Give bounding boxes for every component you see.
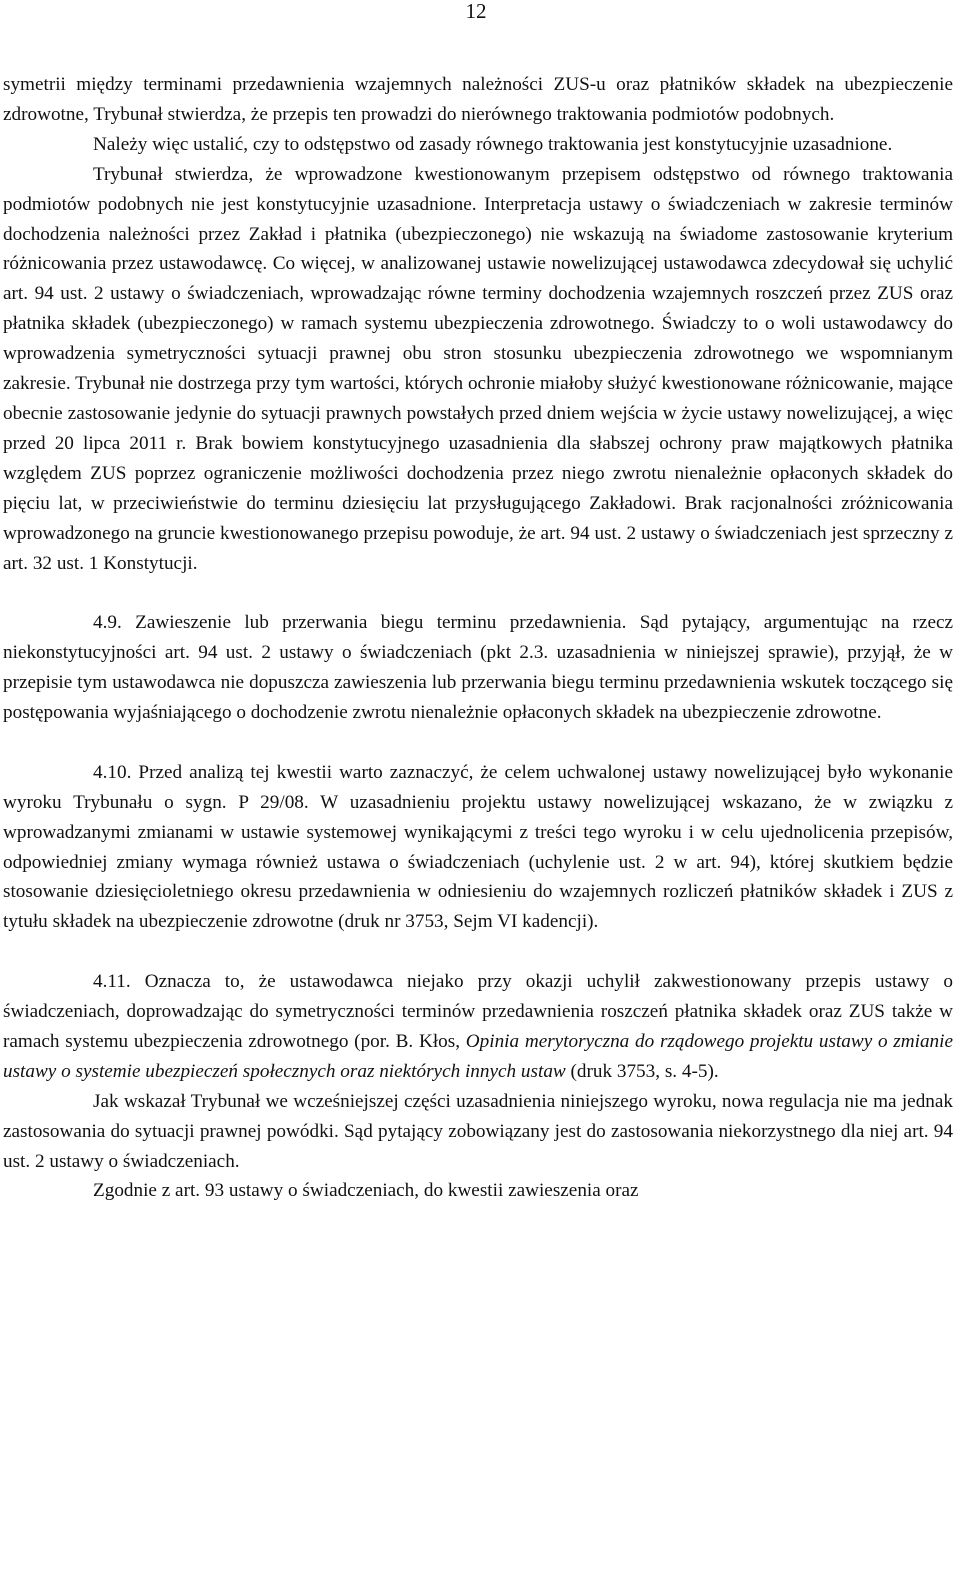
paragraph-tribunal-indication: Jak wskazał Trybunał we wcześniejszej części uzasadnienia niniejszego wyroku, nowa regulacja nie ma jednak zastosowania do sytuacji prawnej powódki. Sąd pytający zobowiązany jest do zastosowania niekorzystnego dla niej art. 94 ust. 2 ustawy o świadczeniach.	[3, 1090, 953, 1172]
paragraph-text: (druk 3753, s. 4-5).	[565, 1060, 719, 1082]
paragraph-section-4-9: 4.9. Zawieszenie lub przerwania biegu terminu przedawnienia. Sąd pytający, argumentując na rzecz niekonstytucyjności art. 94 ust. 2 ustawy o świadczeniach (pkt 2.3. uzasadnienia w niniejszej sprawie), przyjął, że w przepisie tym ustawodawca nie dopuszcza zawieszenia lub przerwania biegu terminu przedawnienia wskutek toczącego się postępowania wyjaśniającego o dochodzenie zwrotu nienależnie opłaconych składek na ubezpieczenie zdrowotne.	[3, 612, 953, 724]
paragraph-section-4-10: 4.10. Przed analizą tej kwestii warto zaznaczyć, że celem uchwalonej ustawy nowelizującej było wykonanie wyroku Trybunału o sygn. P 29/08. W uzasadnieniu projektu ustawy nowelizującej wskazano, że w związku z wprowadzanymi zmianami w ustawie systemowej wynikającymi z treści tego wyroku i w celu ujednolicenia przepisów, odpowiedniej zmiany wymaga również ustawa o świadczeniach (uchylenie ust. 2 w art. 94), której skutkiem będzie stosowanie dziesięcioletniego okresu przedawnienia w odniesieniu do wzajemnych rozliczeń płatników składek i ZUS z tytułu składek na ubezpieczenie zdrowotne (druk nr 3753, Sejm VI kadencji).	[3, 761, 953, 933]
paragraph-article-93: Zgodnie z art. 93 ustawy o świadczeniach, do kwestii zawieszenia oraz	[93, 1180, 639, 1202]
paragraph-section-4-11	[3, 967, 953, 1087]
paragraph-question: Należy więc ustalić, czy to odstępstwo od zasady równego traktowania jest konstytucyjnie uzasadnione.	[93, 133, 893, 155]
paragraph-text: 4.11. Oznacza to, że ustawodawca niejako przy okazji uchylił zakwestionowany przepis ustawy o świadczeniach, doprowadzając do symetryczności terminów przedawnienia roszczeń płatnika składek oraz ZUS także w ramach systemu ubezpieczenia zdrowotnego (por. B. Kłos,	[3, 971, 953, 1052]
page-number: 12	[465, 0, 487, 23]
cited-title: Opinia merytoryczna do rządowego projektu ustawy o zmianie ustawy o systemie ubezpieczeń społecznych oraz niektórych innych ustaw	[3, 1030, 953, 1082]
paragraph-tribunal-finding: Trybunał stwierdza, że wprowadzone kwestionowanym przepisem odstępstwo od równego traktowania podmiotów podobnych nie jest konstytucyjnie uzasadnione. Interpretacja ustawy o świadczeniach w zakresie terminów dochodzenia należności przez Zakład i płatnika (ubezpieczonego) nie wskazują na świadome zastosowanie kryterium różnicowania przez ustawodawcę. Co więcej, w analizowanej ustawie nowelizującej ustawodawca zdecydował się uchylić art. 94 ust. 2 ustawy o świadczeniach, wprowadzając równe terminy dochodzenia wzajemnych roszczeń przez ZUS oraz płatnika składek (ubezpieczonego) w ramach systemu ubezpieczenia zdrowotnego. Świadczy to o woli ustawodawcy do wprowadzenia symetryczności sytuacji prawnej obu stron stosunku ubezpieczenia zdrowotnego we wspomnianym zakresie. Trybunał nie dostrzega przy tym wartości, których ochronie miałoby służyć kwestionowane różnicowanie, mające obecnie zastosowanie jedynie do sytuacji prawnych powstałych przed dniem wejścia w życie ustawy nowelizującej, a więc przed 20 lipca 2011 r. Brak bowiem konstytucyjnego uzasadnienia dla słabszej ochrony praw majątkowych płatnika względem ZUS poprzez ograniczenie możliwości dochodzenia przez niego zwrotu nienależnie opłaconych składek do pięciu lat, w przeciwieństwie do terminu dziesięciu lat przysługującego Zakładowi. Brak racjonalności zróżnicowania wprowadzonego na gruncie kwestionowanego przepisu powoduje, że art. 94 ust. 2 ustawy o świadczeniach jest sprzeczny z art. 32 ust. 1 Konstytucji.	[3, 163, 953, 574]
document-body	[3, 70, 953, 1206]
paragraph-continuation: symetrii między terminami przedawnienia wzajemnych należności ZUS-u oraz płatników składek na ubezpieczenie zdrowotne, Trybunał stwierdza, że przepis ten prowadzi do nierównego traktowania podmiotów podobnych.	[3, 74, 953, 125]
